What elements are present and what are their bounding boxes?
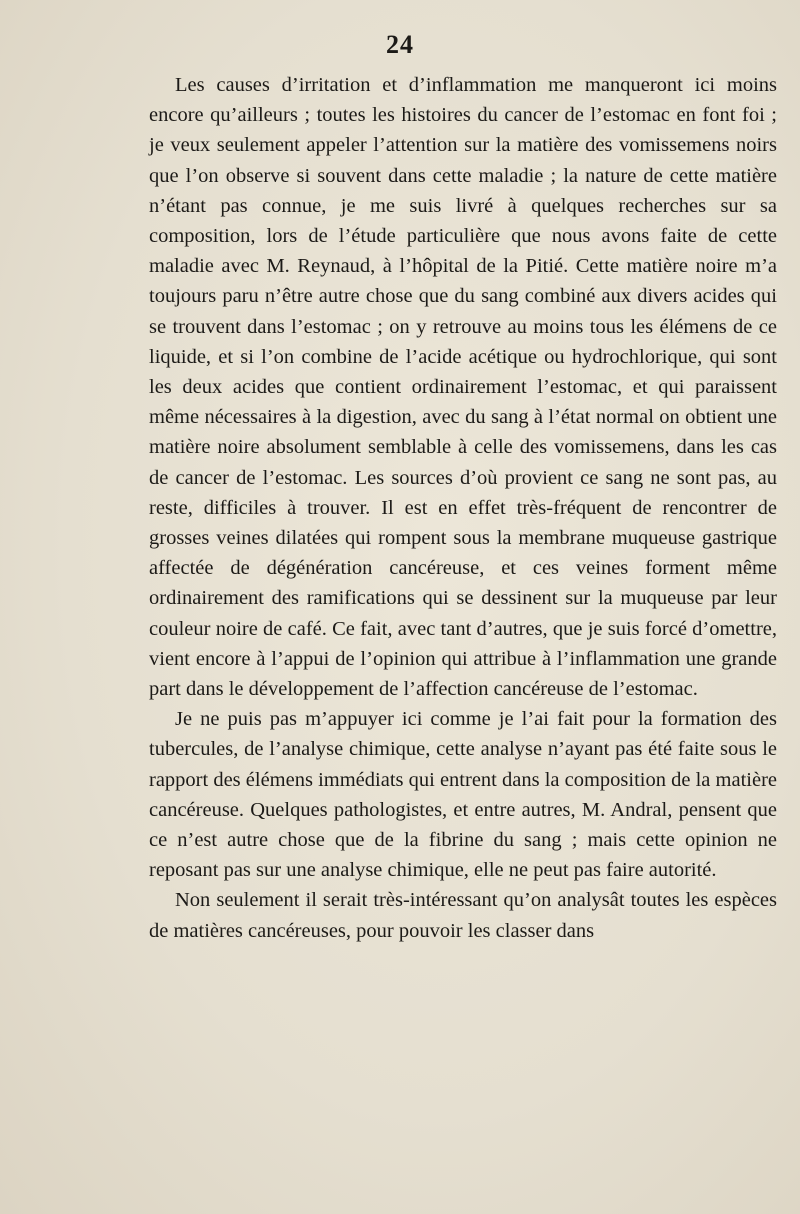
body-text — [149, 70, 777, 946]
paragraph-vomissemens: Les causes d’irritation et d’inflammation me manqueront ici moins encore qu’ailleurs ; toutes les histoires du cancer de l’estomac en font foi ; je veux seulement appeler l’attention sur la matière des vomissemens noirs que l’on observe si souvent dans cette maladie ; la nature de cette matière n’étant pas connue, je me suis livré à quelques recherches sur sa composition, lors de l’étude particulière que nous avons faite de cette maladie avec M. Reynaud, à l’hôpital de la Pitié. Cette matière noire m’a toujours paru n’être autre chose que du sang combiné aux divers acides qui se trouvent dans l’estomac ; on y retrouve au moins tous les élémens de ce liquide, et si l’on combine de l’acide acétique ou hydrochlorique, qui sont les deux acides que contient ordinairement l’estomac, et qui paraissent même nécessaires à la digestion, avec du sang à l’état normal on obtient une matière noire absolument semblable à celle des vomissemens, dans les cas de cancer de l’estomac. Les sources d’où provient ce sang ne sont pas, au reste, difficiles à trouver. Il est en effet très-fréquent de rencontrer de grosses veines dilatées qui rompent sous la membrane muqueuse gastrique affectée de dégénération cancéreuse, et ces veines forment même ordinairement des ramifications qui se dessinent sur la muqueuse par leur couleur noire de café. Ce fait, avec tant d’autres, que je suis forcé d’omettre, vient encore à l’appui de l’opinion qui attribue à l’inflammation une grande part dans le développement de l’affection cancéreuse de l’estomac. — [149, 74, 777, 701]
paragraph-classification: Non seulement il serait très-intéressant qu’on analysât toutes les espèces de matières cancéreuses, pour pouvoir les classer dans — [149, 889, 777, 942]
page-number: 24 — [386, 30, 414, 59]
paragraph-analyse-chimique: Je ne puis pas m’appuyer ici comme je l’ai fait pour la formation des tubercules, de l’analyse chimique, cette analyse n’ayant pas été faite sous le rapport des élémens immédiats qui entrent dans la composition de la matière cancéreuse. Quelques pathologistes, et entre autres, M. Andral, pensent que ce n’est autre chose que de la fibrine du sang ; mais cette opinion ne reposant pas sur une analyse chimique, elle ne peut pas faire autorité. — [149, 708, 777, 882]
